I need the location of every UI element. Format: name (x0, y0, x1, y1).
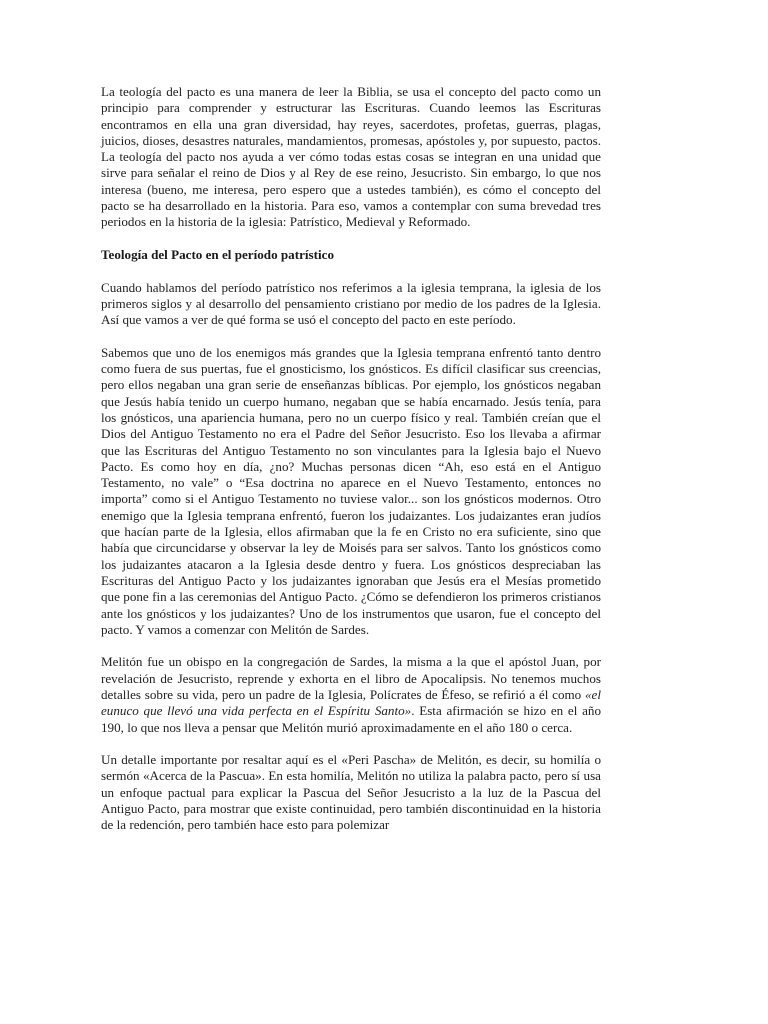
polycrates-quote: «el eunuco que llevó una vida perfecta en el Espíritu Santo» (101, 686, 601, 719)
document-page (101, 84, 601, 850)
intro-paragraph: La teología del pacto es una manera de leer la Biblia, se usa el concepto del pacto como un principio para comprender y estructurar las Escrituras. Cuando leemos las Escrituras encontramos en ella una gran diversidad, hay reyes, sacerdotes, profetas, guerras, plagas, juicios, dioses, desastres naturales, mandamientos, promesas, apóstoles y, por supuesto, pactos. La teología del pacto nos ayuda a ver cómo todas estas cosas se integran en una unidad que sirve para señalar el reino de Dios y al Rey de ese reino, Jesucristo. Sin embargo, lo que nos interesa (bueno, me interesa, pero espero que a ustedes también), es cómo el concepto del pacto se ha desarrollado en la historia. Para eso, vamos a contemplar con suma brevedad tres periodos en la historia de la iglesia: Patrístico, Medieval y Reformado. (101, 84, 601, 230)
paragraph-peri-pascha: Un detalle importante por resaltar aquí es el «Peri Pascha» de Melitón, es decir, su homilía o sermón «Acerca de la Pascua». En esta homilía, Melitón no utiliza la palabra pacto, pero sí usa un enfoque pactual para explicar la Pascua del Señor Jesucristo a la luz de la Pascua del Antiguo Pacto, para mostrar que existe continuidad, pero también discontinuidad en la historia de la redención, pero también hace esto para polemizar (101, 752, 601, 833)
paragraph-patristic-period: Cuando hablamos del período patrístico nos referimos a la iglesia temprana, la iglesia de los primeros siglos y al desarrollo del pensamiento cristiano por medio de los padres de la Iglesia. Así que vamos a ver de qué forma se usó el concepto del pacto en este período. (101, 279, 601, 328)
meliton-text-start: Melitón fue un obispo en la congregación de Sardes, la misma a la que el apóstol Juan, por revelación de Jesucristo, reprende y exhorta en el libro de Apocalipsis. No tenemos muchos detalles sobre su vida, pero un padre de la Iglesia, Polícrates de Éfeso, se refirió a él como (101, 654, 601, 702)
paragraph-gnostics-judaizers: Sabemos que uno de los enemigos más grandes que la Iglesia temprana enfrentó tanto dentro como fuera de sus puertas, fue el gnosticismo, los gnósticos. Es difícil clasificar sus creencias, pero ellos negaban una gran serie de enseñanzas bíblicas. Por ejemplo, los gnósticos negaban que Jesús había tenido un cuerpo humano, negaban que se había encarnado. Jesús tenía, para los gnósticos, una apariencia humana, pero no un cuerpo físico y real. También creían que el Dios del Antiguo Testamento no era el Padre del Señor Jesucristo. Eso los llevaba a afirmar que las Escrituras del Antiguo Testamento no son vinculantes para la Iglesia bajo el Nuevo Pacto. Es como hoy en día, ¿no? Muchas personas dicen “Ah, eso está en el Antiguo Testamento, no vale” o “Esa doctrina no aparece en el Nuevo Testamento, entonces no importa” como si el Antiguo Testamento no tuviese valor... son los gnósticos modernos. Otro enemigo que la Iglesia temprana enfrentó, fueron los judaizantes. Los judaizantes eran judíos que hacían parte de la Iglesia, ellos afirmaban que la fe en Cristo no era suficiente, sino que había que circuncidarse y observar la ley de Moisés para ser salvos. Tanto los gnósticos como los judaizantes atacaron a la Iglesia desde dentro y fuera. Los gnósticos despreciaban las Escrituras del Antiguo Pacto y los judaizantes ignoraban que Jesús era el Mesías prometido que pone fin a las ceremonias del Antiguo Pacto. ¿Cómo se defendieron los primeros cristianos ante los gnósticos y los judaizantes? Uno de los instrumentos que usaron, fue el concepto del pacto. Y vamos a comenzar con Melitón de Sardes. (101, 344, 601, 637)
section-heading: Teología del Pacto en el período patrístico (101, 246, 334, 262)
meliton-text-end: . Esta afirmación se hizo en el año 190, lo que nos lleva a pensar que Melitón murió aproximadamente en el año 180 o cerca. (101, 703, 601, 735)
paragraph-meliton (101, 654, 601, 735)
